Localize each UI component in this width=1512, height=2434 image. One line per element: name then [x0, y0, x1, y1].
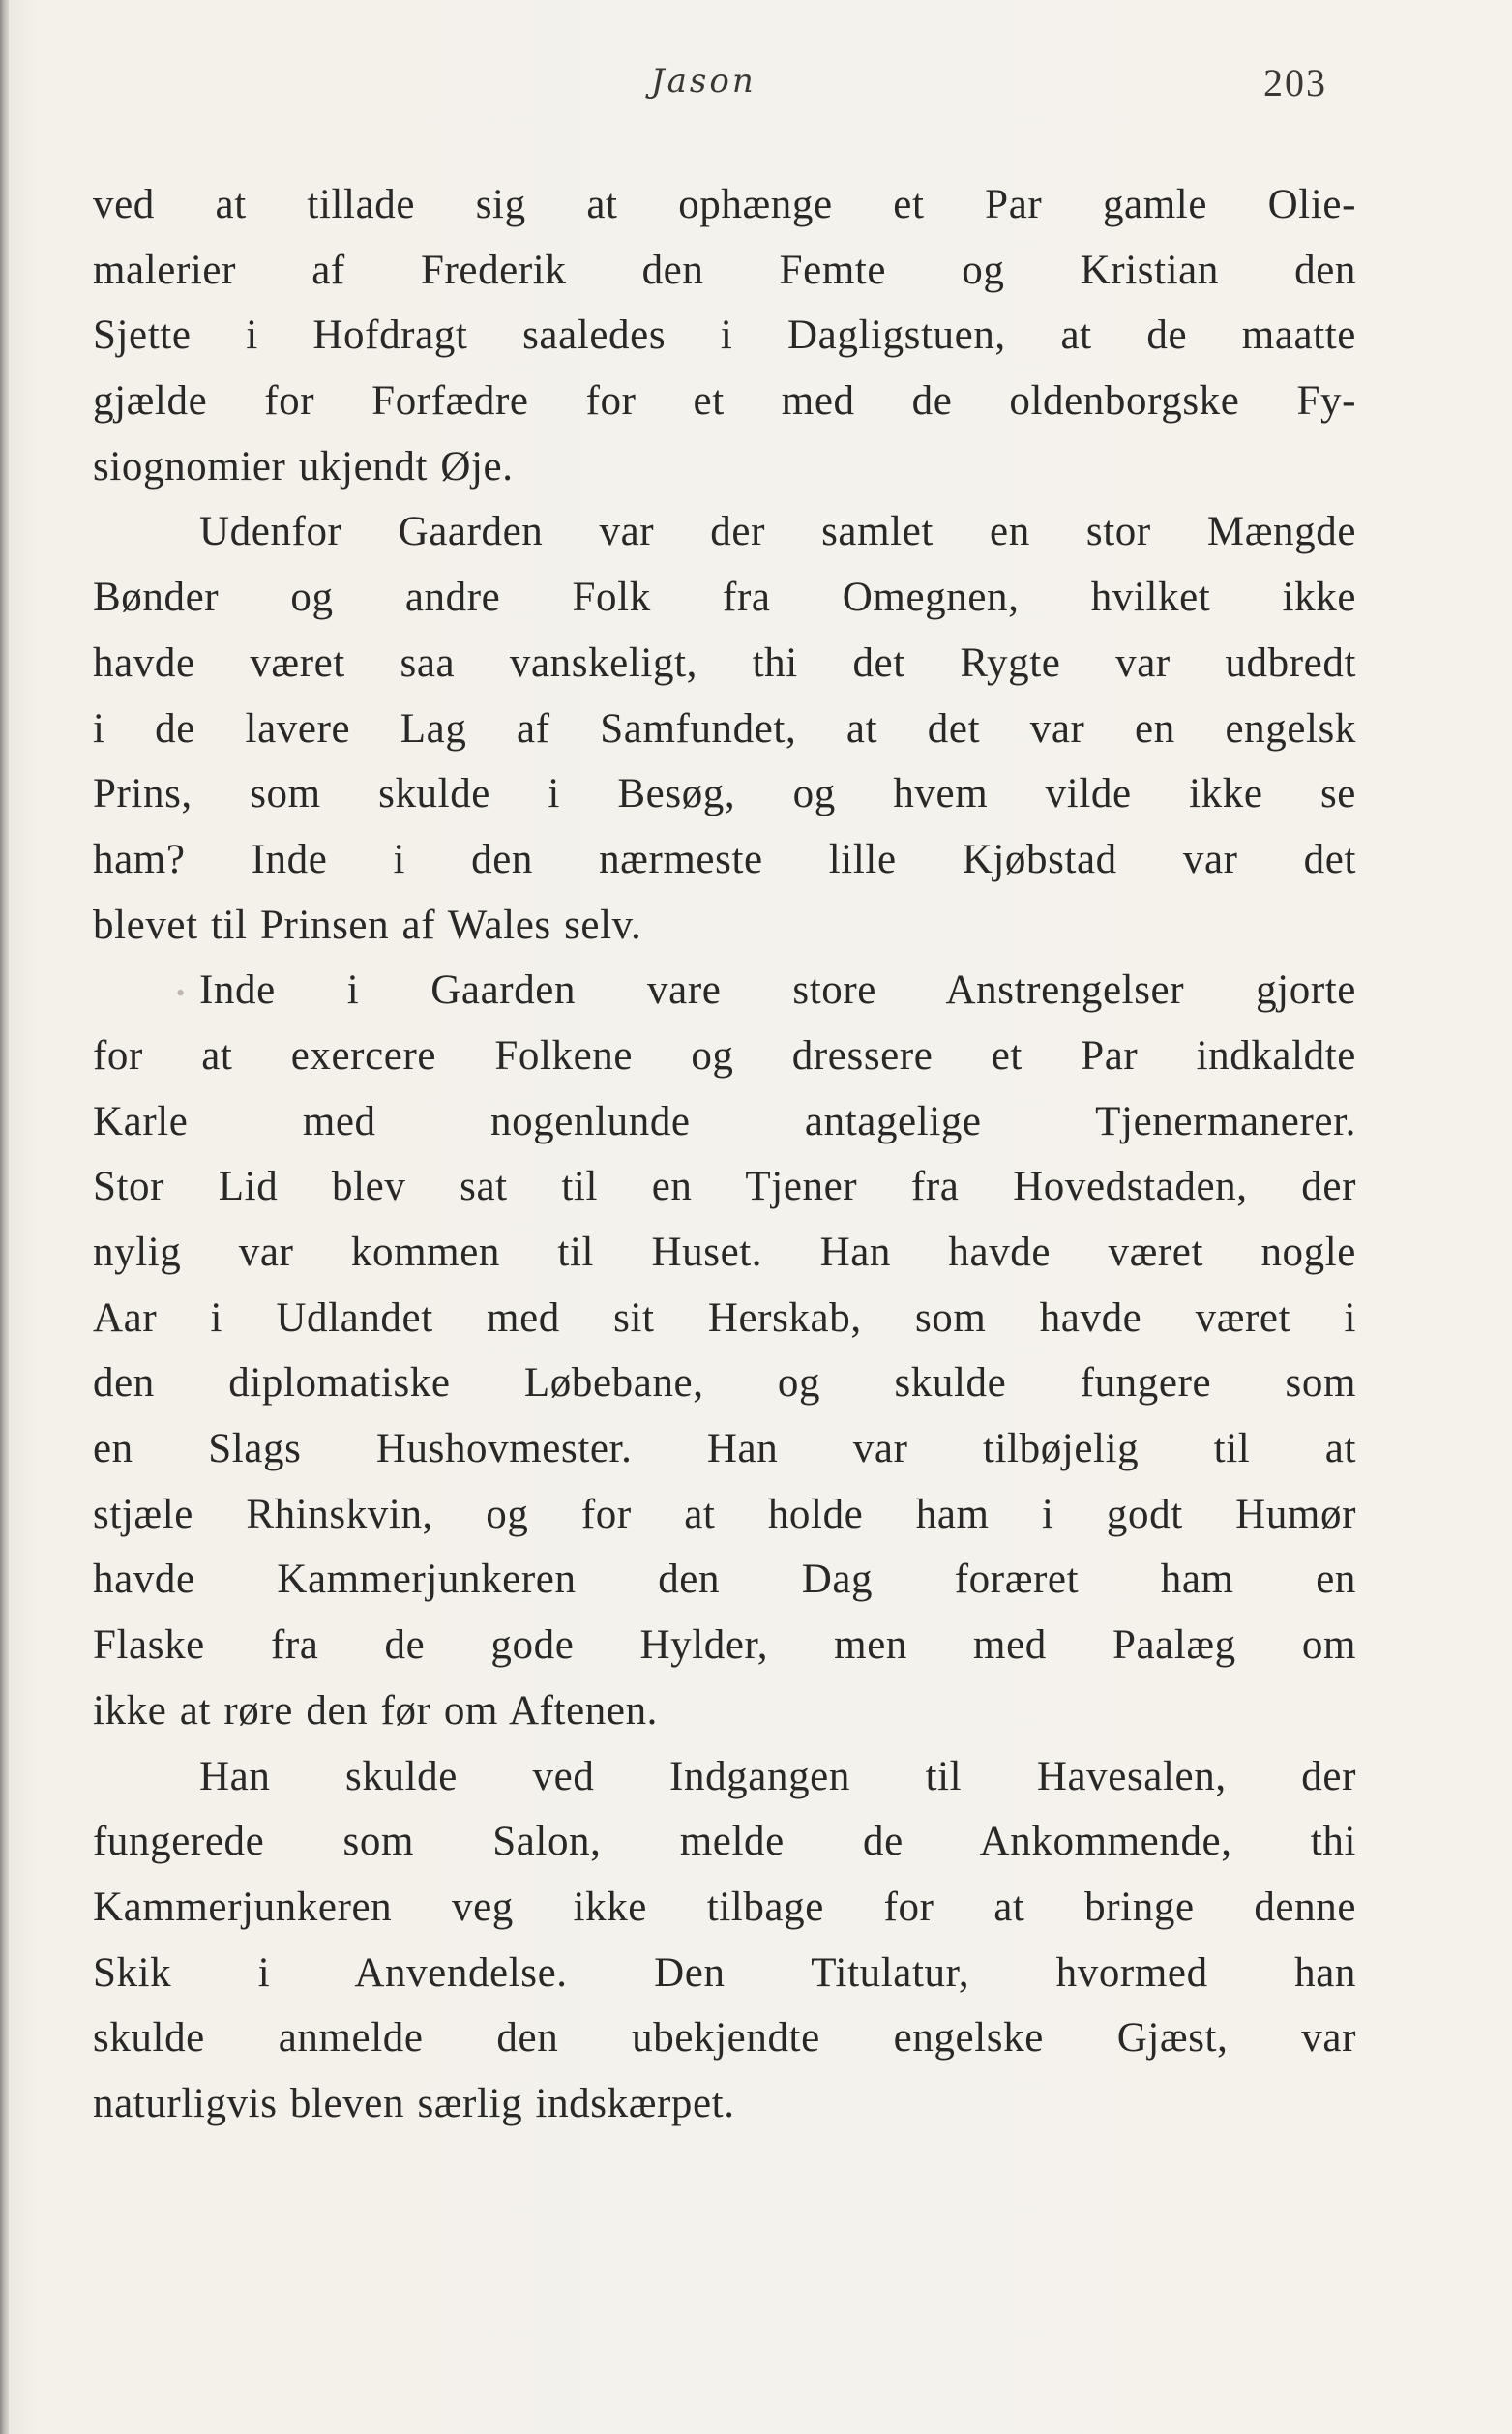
text-line: den diplomatiske Løbebane, og skulde fungere som: [93, 1360, 1356, 1407]
text-line: nylig var kommen til Huset. Han havde været nogle: [93, 1230, 1356, 1275]
text-line: Flaske fra de gode Hylder, men med Paalæg om: [93, 1622, 1356, 1669]
text-line: ikke at røre den før om Aftenen.: [93, 1687, 659, 1734]
text-line: ved at tillade sig at ophænge et Par gamle Olie-: [93, 182, 1356, 227]
text-line: naturligvis bleven særlig indskærpet.: [93, 2080, 735, 2126]
text-line: siognomier ukjendt Øje.: [93, 443, 514, 490]
text-line: i de lavere Lag af Samfundet, at det var en engelsk: [93, 705, 1356, 752]
text-line: Stor Lid blev sat til en Tjener fra Hovedstaden, der: [93, 1164, 1356, 1210]
text-line: Han skulde ved Indgangen til Havesalen, der: [199, 1753, 1356, 1799]
page-number: 203: [1263, 61, 1327, 104]
text-line: Prins, som skulde i Besøg, og hvem vilde ikke se: [93, 771, 1356, 817]
text-line: Karle med nogenlunde antagelige Tjenermanerer.: [93, 1098, 1356, 1144]
text-line: havde været saa vanskeligt, thi det Rygte var udbredt: [93, 639, 1356, 686]
text-line: Aar i Udlandet med sit Herskab, som havde været i: [93, 1294, 1356, 1341]
text-line: for at exercere Folkene og dressere et Par indkaldte: [93, 1032, 1356, 1079]
text-line: Sjette i Hofdragt saaledes i Dagligstuen, at de maatte: [93, 312, 1356, 359]
text-line: gjælde for Forfædre for et med de oldenborgske Fy-: [93, 378, 1356, 425]
binding-edge: [0, 0, 9, 2434]
text-line: Kammerjunkeren veg ikke tilbage for at bringe denne: [93, 1884, 1356, 1930]
text-line: skulde anmelde den ubekjendte engelske Gjæst, var: [93, 2015, 1356, 2062]
text-line: stjæle Rhinskvin, og for at holde ham i godt Humør: [93, 1491, 1356, 1537]
text-line: Bønder og andre Folk fra Omegnen, hvilket ikke: [93, 575, 1356, 621]
text-line: fungerede som Salon, melde de Ankommende, thi: [93, 1819, 1356, 1865]
text-line: havde Kammerjunkeren den Dag foræret ham en: [93, 1557, 1356, 1603]
text-line: Inde i Gaarden vare store Anstrengelser gjorte: [199, 967, 1356, 1014]
text-line: Skik i Anvendelse. Den Titulatur, hvormed han: [93, 1949, 1356, 1996]
ink-speck: •: [176, 979, 186, 1007]
text-line: en Slags Hushovmester. Han var tilbøjelig til at: [93, 1426, 1356, 1472]
text-line: ham? Inde i den nærmeste lille Kjøbstad var det: [93, 836, 1356, 882]
running-head: [0, 60, 1512, 118]
running-title: Jason: [651, 62, 756, 101]
body-text: [93, 172, 1356, 2137]
text-line: malerier af Frederik den Femte og Kristian den: [93, 247, 1356, 293]
text-line: Udenfor Gaarden var der samlet en stor Mængde: [199, 509, 1356, 555]
text-line: blevet til Prinsen af Wales selv.: [93, 902, 642, 948]
